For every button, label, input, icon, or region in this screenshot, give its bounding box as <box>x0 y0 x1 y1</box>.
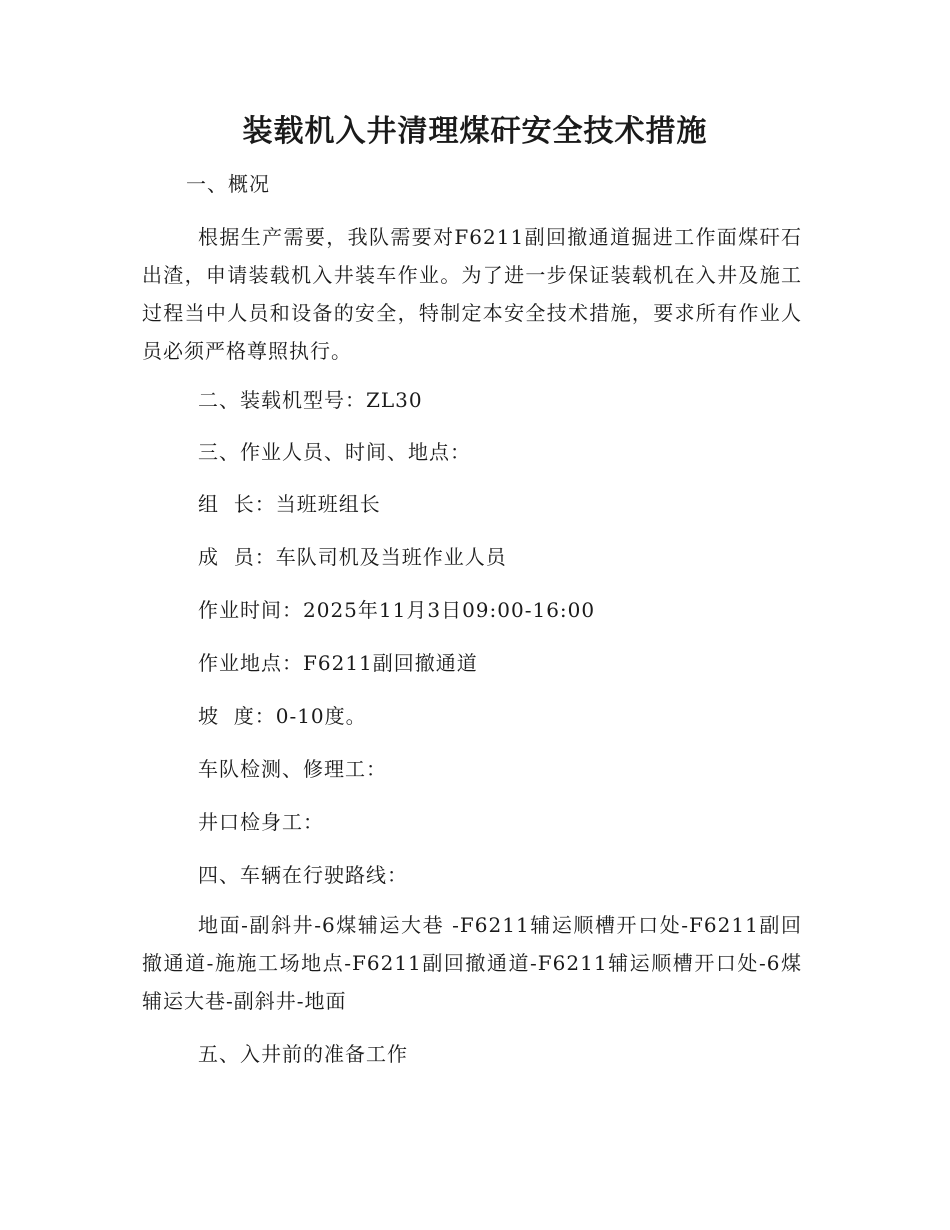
shaft-checker-line: 井口检身工： <box>198 810 324 834</box>
section-heading-loader-model: 二、装载机型号：ZL30 <box>198 388 423 412</box>
inspector-line: 车队检测、修理工： <box>198 757 387 781</box>
section-heading-route: 四、车辆在行驶路线： <box>198 863 408 887</box>
team-leader-line: 组 长：当班班组长 <box>198 492 381 516</box>
team-members-line: 成 员：车队司机及当班作业人员 <box>198 545 507 569</box>
route-paragraph: 地面-副斜井-6煤辅运大巷 -F6211辅运顺槽开口处-F6211副回撤通道-施施工场地点-F6211副回撤通道-F6211辅运顺槽开口处-6煤辅运大巷-副斜井-地面 <box>142 913 802 1013</box>
work-time-line: 作业时间：2025年11月3日09:00-16:00 <box>198 598 596 622</box>
section-heading-personnel: 三、作业人员、时间、地点： <box>198 440 471 464</box>
work-place-line: 作业地点：F6211副回撤通道 <box>198 651 478 675</box>
section-heading-overview: 一、概况 <box>186 172 270 196</box>
section-heading-preparation: 五、入井前的准备工作 <box>198 1042 408 1066</box>
slope-line: 坡 度：0-10度。 <box>198 704 367 728</box>
overview-paragraph: 根据生产需要，我队需要对F6211副回撤通道掘进工作面煤矸石出渣，申请装载机入井装车作业。为了进一步保证装载机在入井及施工过程当中人员和设备的安全，特制定本安全技术措施，要求所有作业人员必须严格尊照执行。 <box>142 225 802 363</box>
document-title: 装载机入井清理煤矸安全技术措施 <box>242 114 708 149</box>
